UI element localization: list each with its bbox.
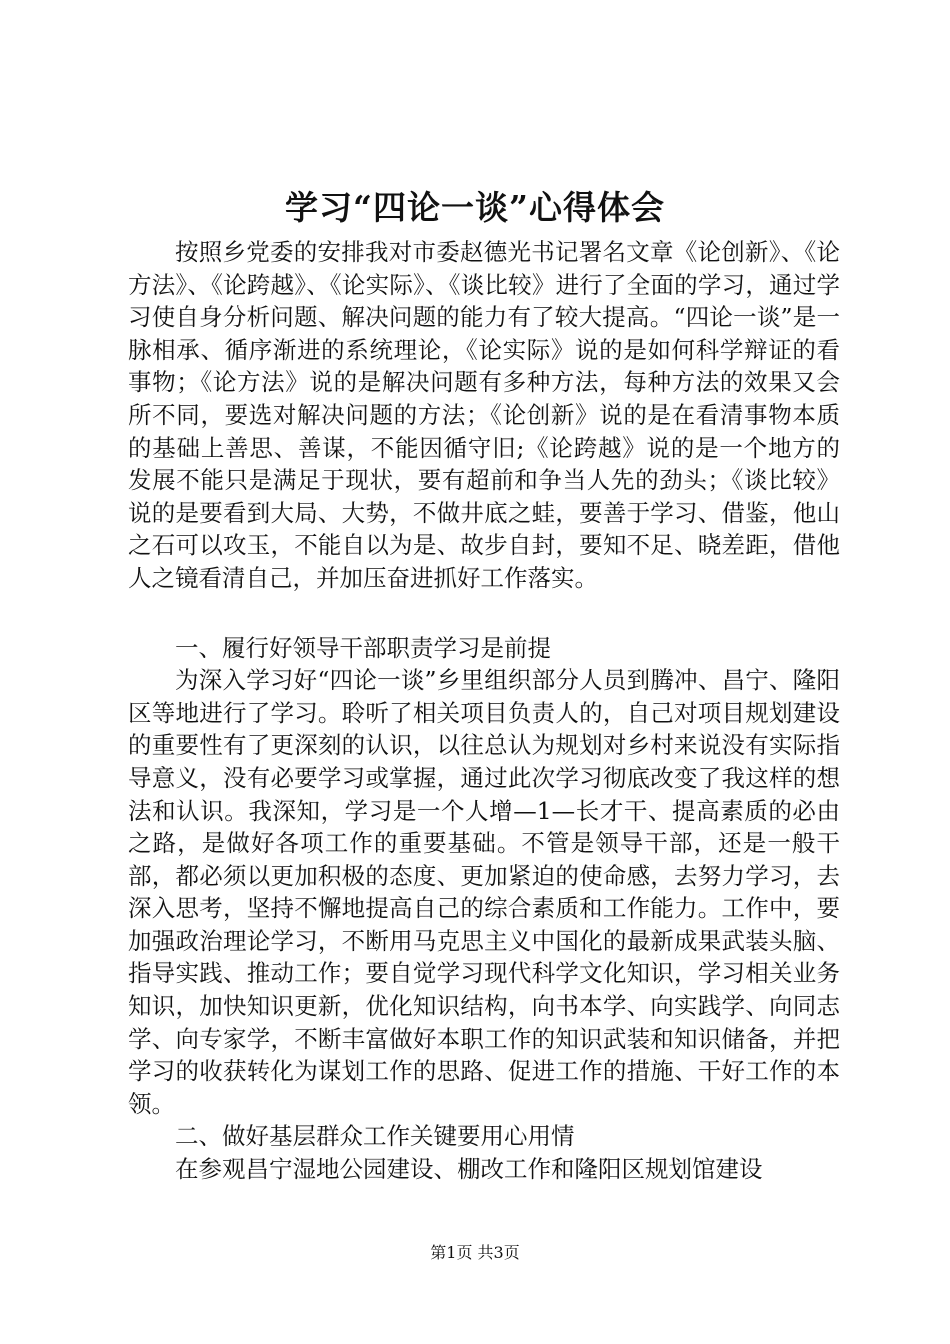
section-heading-1: 一、履行好领导干部职责学习是前提 <box>175 633 551 662</box>
document-title: 学习“四论一谈”心得体会 <box>285 188 665 227</box>
paragraph-gap <box>128 595 840 632</box>
intro-paragraph: 按照乡党委的安排我对市委赵德光书记署名文章《论创新》、《论方法》、《论跨越》、《论实际》、《谈比较》进行了全面的学习，通过学习使自身分析问题、解决问题的能力有了较大提高。“四论一谈”是一脉相承、循序渐进的系统理论，《论实际》说的是如何科学辩证的看事物；《论方法》说的是解决问题有多种方法，每种方法的效果又会所不同，要选对解决问题的方法；《论创新》说的是在看清事物本质的基础上善思、善谋，不能因循守旧;《论跨越》说的是一个地方的发展不能只是满足于现状，要有超前和争当人先的劲头；《谈比较》说的是要看到大局、大势，不做井底之蛙，要善于学习、借鉴，他山之石可以攻玉，不能自以为是、故步自封，要知不足、晓差距，借他人之镜看清自己，并加压奋进抓好工作落实。 <box>128 238 840 592</box>
section-1-paragraph: 为深入学习好“四论一谈”乡里组织部分人员到腾冲、昌宁、隆阳区等地进行了学习。聆听了相关项目负责人的，自己对项目规划建设的重要性有了更深刻的认识，以往总认为规划对乡村来说没有实际指导意义，没有必要学习或掌握，通过此次学习彻底改变了我这样的想法和认识。我深知，学习是一个人增—1—长才干、提高素质的必由之路，是做好各项工作的重要基础。不管是领导干部，还是一般干部，都必须以更加积极的态度、更加紧迫的使命感，去努力学习，去深入思考，坚持不懈地提高自己的综合素质和工作能力。工作中，要加强政治理论学习，不断用马克思主义中国化的最新成果武装头脑、指导实践、推动工作；要自觉学习现代科学文化知识，学习相关业务知识，加快知识更新，优化知识结构，向书本学、向实践学、向同志学、向专家学，不断丰富做好本职工作的知识武装和知识储备，并把学习的收获转化为谋划工作的思路、促进工作的措施、干好工作的本领。 <box>128 666 840 1118</box>
document-body <box>128 236 840 1186</box>
section-2-paragraph: 在参观昌宁湿地公园建设、棚改工作和隆阳区规划馆建设 <box>175 1155 763 1184</box>
page-number-footer: 第1页 共3页 <box>430 1243 520 1262</box>
section-heading-2: 二、做好基层群众工作关键要用心用情 <box>175 1122 575 1151</box>
